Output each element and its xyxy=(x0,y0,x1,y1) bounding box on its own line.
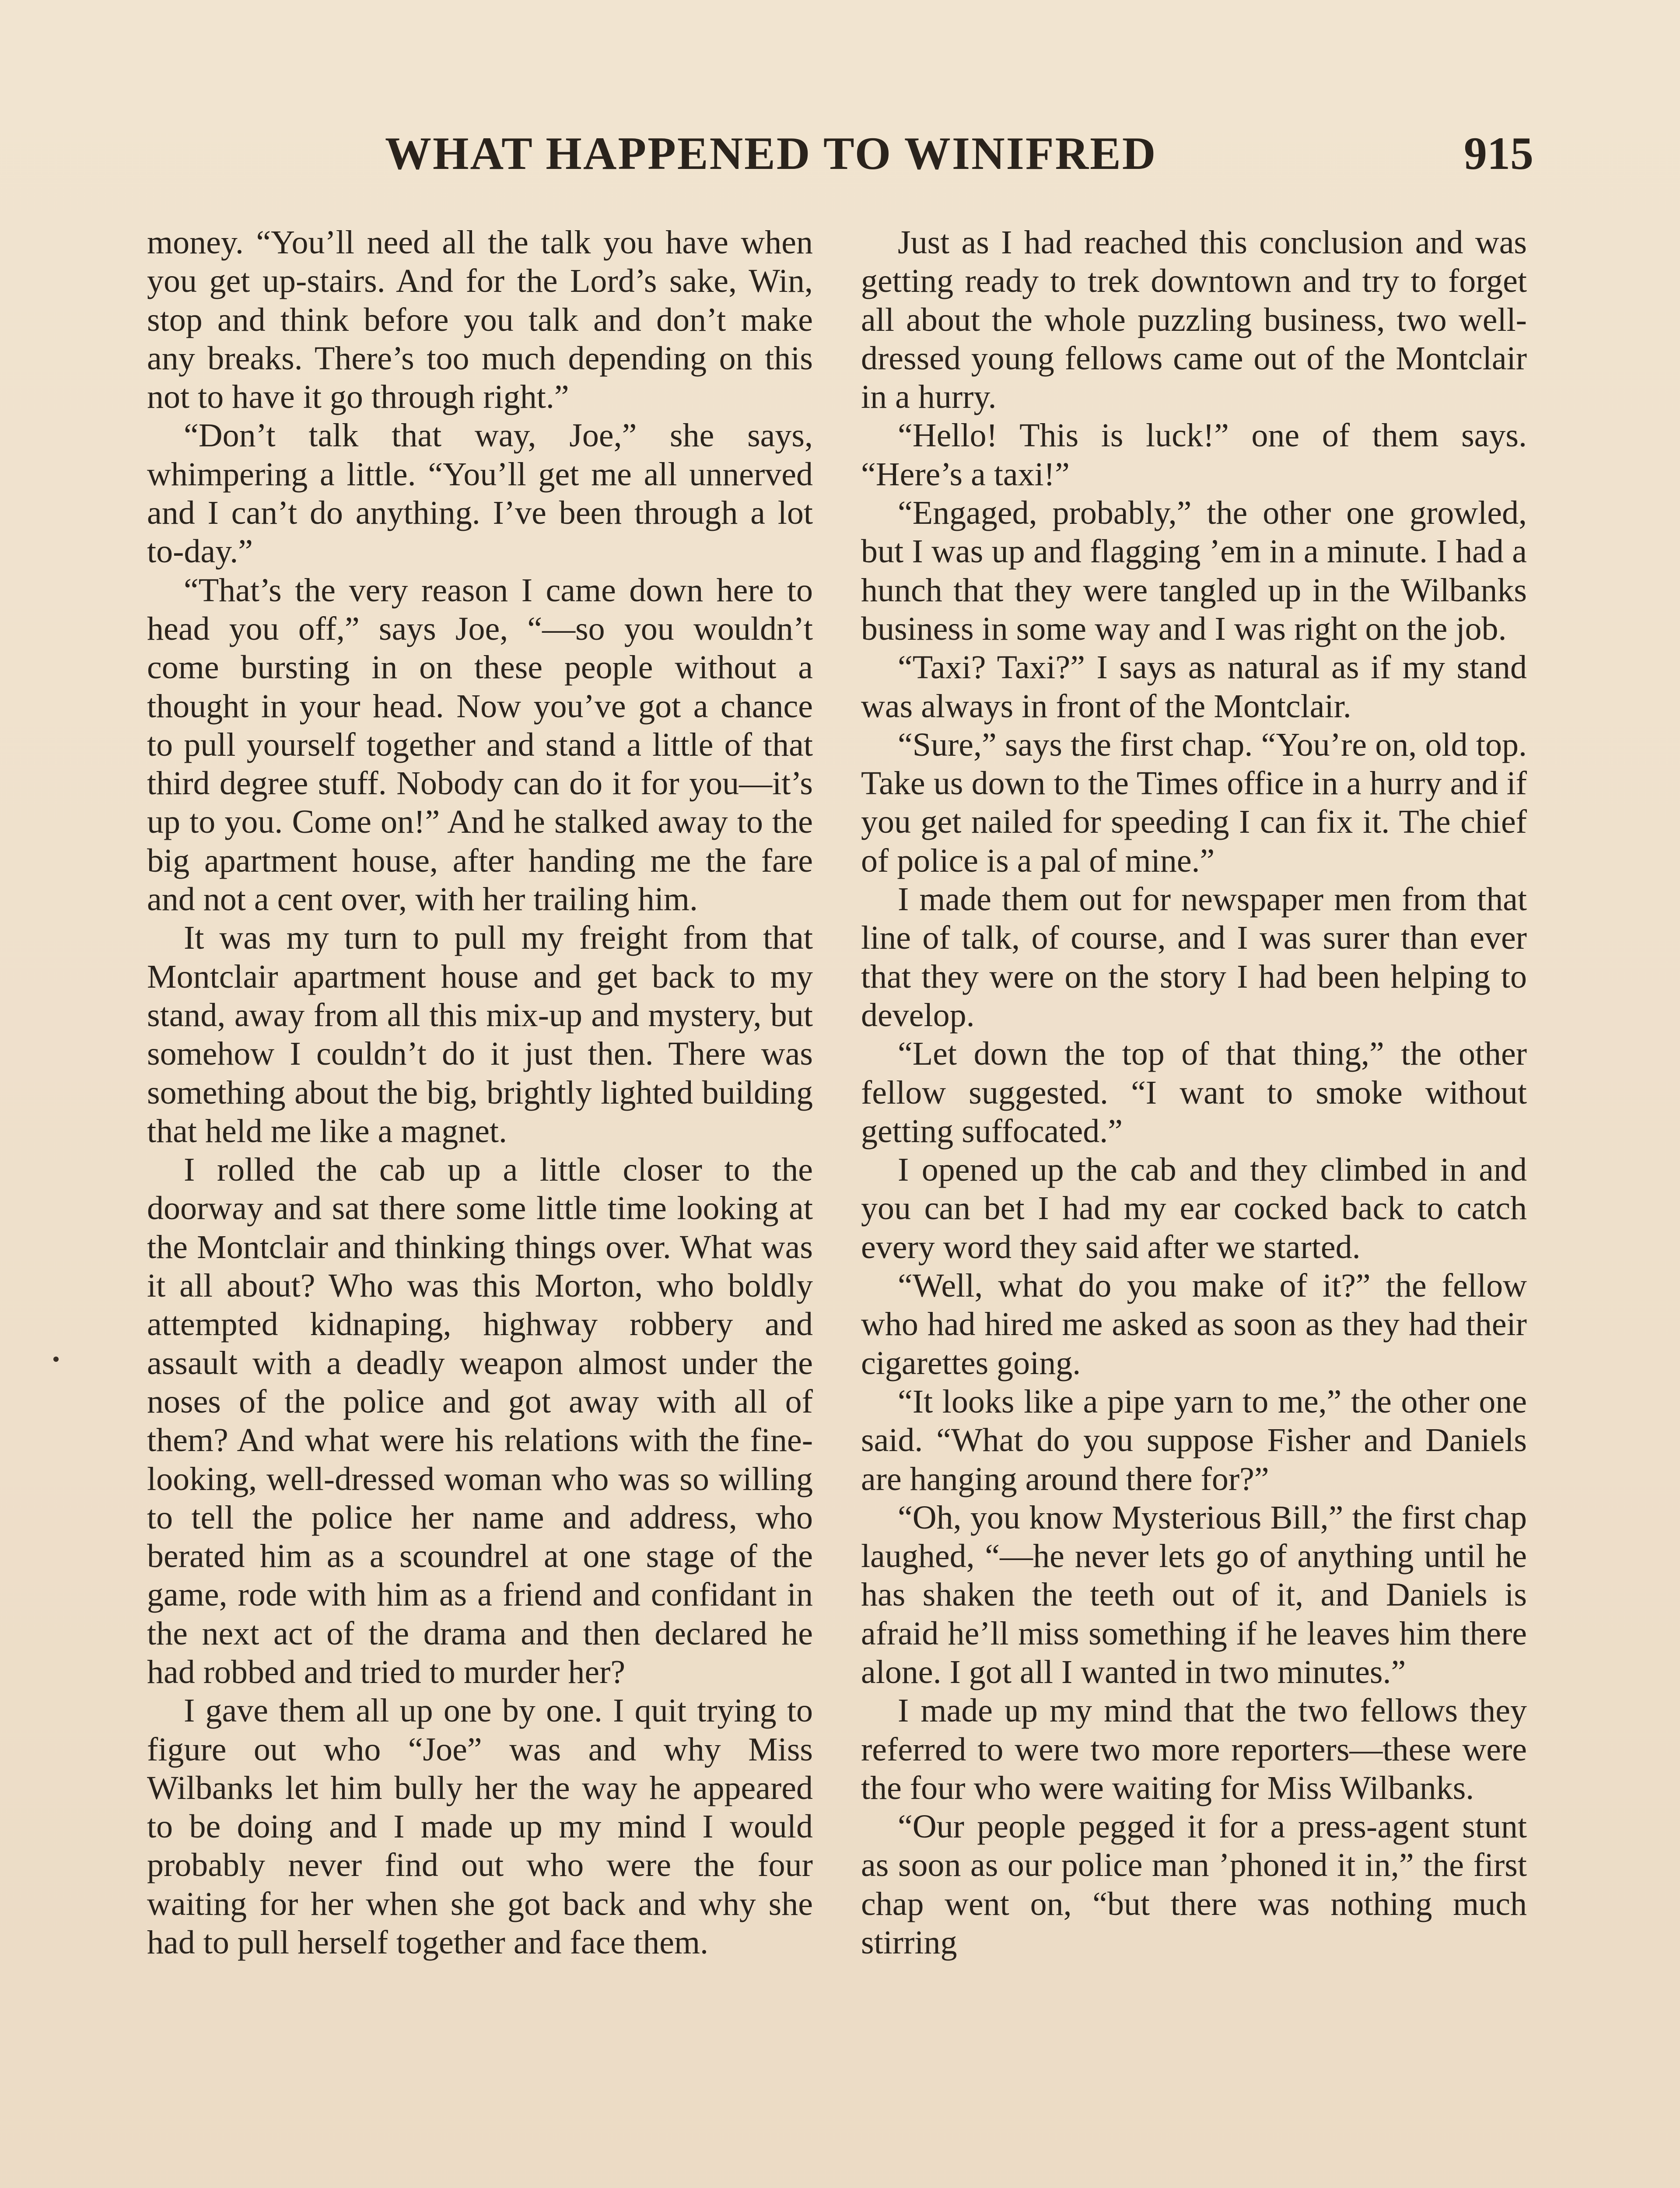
paragraph: I made up my mind that the two fellows they referred to were two more reporters—these were the four who were waiting for Miss Wilbanks. xyxy=(861,1692,1527,1806)
running-title: WHAT HAPPENED TO WINIFRED xyxy=(385,128,1157,179)
paragraph: Just as I had reached this conclusion and was getting ready to trek downtown and try to forget all about the whole puzzling business, two well-dressed young fellows came out of the Montclair in a hurry. xyxy=(861,224,1527,416)
left-text-column xyxy=(147,223,813,1962)
print-speck xyxy=(53,1357,59,1362)
right-text-column xyxy=(861,223,1527,1962)
paragraph: “Engaged, probably,” the other one growled, but I was up and flagging ’em in a minute. I had a hunch that they were tangled up in the Wilbanks business in some way and I was right on the job. xyxy=(861,494,1527,647)
paragraph: “Sure,” says the first chap. “You’re on, old top. Take us down to the Times office in a hurry and if you get nailed for speeding I can fix it. The chief of police is a pal of mine.” xyxy=(861,726,1527,879)
paragraph: “Hello! This is luck!” one of them says. “Here’s a taxi!” xyxy=(861,417,1527,493)
page-header xyxy=(149,127,1533,184)
paragraph: “That’s the very reason I came down here to head you off,” says Joe, “—so you wouldn’t come bursting in on these people without a thought in your head. Now you’ve got a chance to pull yourself together and stand a little of that third degree stuff. Nobody can do it for you—it’s up to you. Come on!” And he stalked away to the big apartment house, after handing me the fare and not a cent over, with her trailing him. xyxy=(147,572,813,918)
paragraph: I opened up the cab and they climbed in and you can bet I had my ear cocked back to catch every word they said after we started. xyxy=(861,1151,1527,1266)
page-number: 915 xyxy=(1464,128,1533,179)
paragraph: “Taxi? Taxi?” I says as natural as if my stand was always in front of the Montclair. xyxy=(861,649,1527,725)
paragraph: It was my turn to pull my freight from that Montclair apartment house and get back to my stand, away from all this mix-up and mystery, but somehow I couldn’t do it just then. There was something about the big, brightly lighted building that held me like a magnet. xyxy=(147,919,813,1150)
paragraph: I rolled the cab up a little closer to the doorway and sat there some little time looking at the Montclair and thinking things over. What was it all about? Who was this Morton, who boldly attempted kidnaping, highway robbery and assault with a deadly weapon almost under the noses of the police and got away with all of them? And what were his relations with the fine-looking, well-dressed woman who was so willing to tell the police her name and address, who berated him as a scoundrel at one stage of the game, rode with him as a friend and confidant in the next act of the drama and then declared he had robbed and tried to murder her? xyxy=(147,1151,813,1690)
paragraph: “Let down the top of that thing,” the other fellow suggested. “I want to smoke without getting suffocated.” xyxy=(861,1035,1527,1150)
paragraph: I made them out for newspaper men from that line of talk, of course, and I was surer than ever that they were on the story I had been helping to develop. xyxy=(861,881,1527,1034)
paragraph: money. “You’ll need all the talk you have when you get up-stairs. And for the Lord’s sake, Win, stop and think before you talk and don’t make any breaks. There’s too much depending on this not to have it go through right.” xyxy=(147,224,813,416)
paragraph: “Don’t talk that way, Joe,” she says, whimpering a little. “You’ll get me all unnerved and I can’t do anything. I’ve been through a lot to-day.” xyxy=(147,417,813,570)
paragraph: “Well, what do you make of it?” the fellow who had hired me asked as soon as they had their cigarettes going. xyxy=(861,1267,1527,1382)
paragraph: “Our people pegged it for a press-agent stunt as soon as our police man ’phoned it in,” the first chap went on, “but there was nothing much stirring xyxy=(861,1808,1527,1961)
paragraph: “It looks like a pipe yarn to me,” the other one said. “What do you suppose Fisher and Daniels are hanging around there for?” xyxy=(861,1383,1527,1497)
paragraph: “Oh, you know Mysterious Bill,” the first chap laughed, “—he never lets go of anything until he has shaken the teeth out of it, and Daniels is afraid he’ll miss something if he leaves him there alone. I got all I wanted in two minutes.” xyxy=(861,1499,1527,1690)
paragraph: I gave them all up one by one. I quit trying to figure out who “Joe” was and why Miss Wilbanks let him bully her the way he appeared to be doing and I made up my mind I would probably never find out who were the four waiting for her when she got back and why she had to pull herself together and face them. xyxy=(147,1692,813,1961)
